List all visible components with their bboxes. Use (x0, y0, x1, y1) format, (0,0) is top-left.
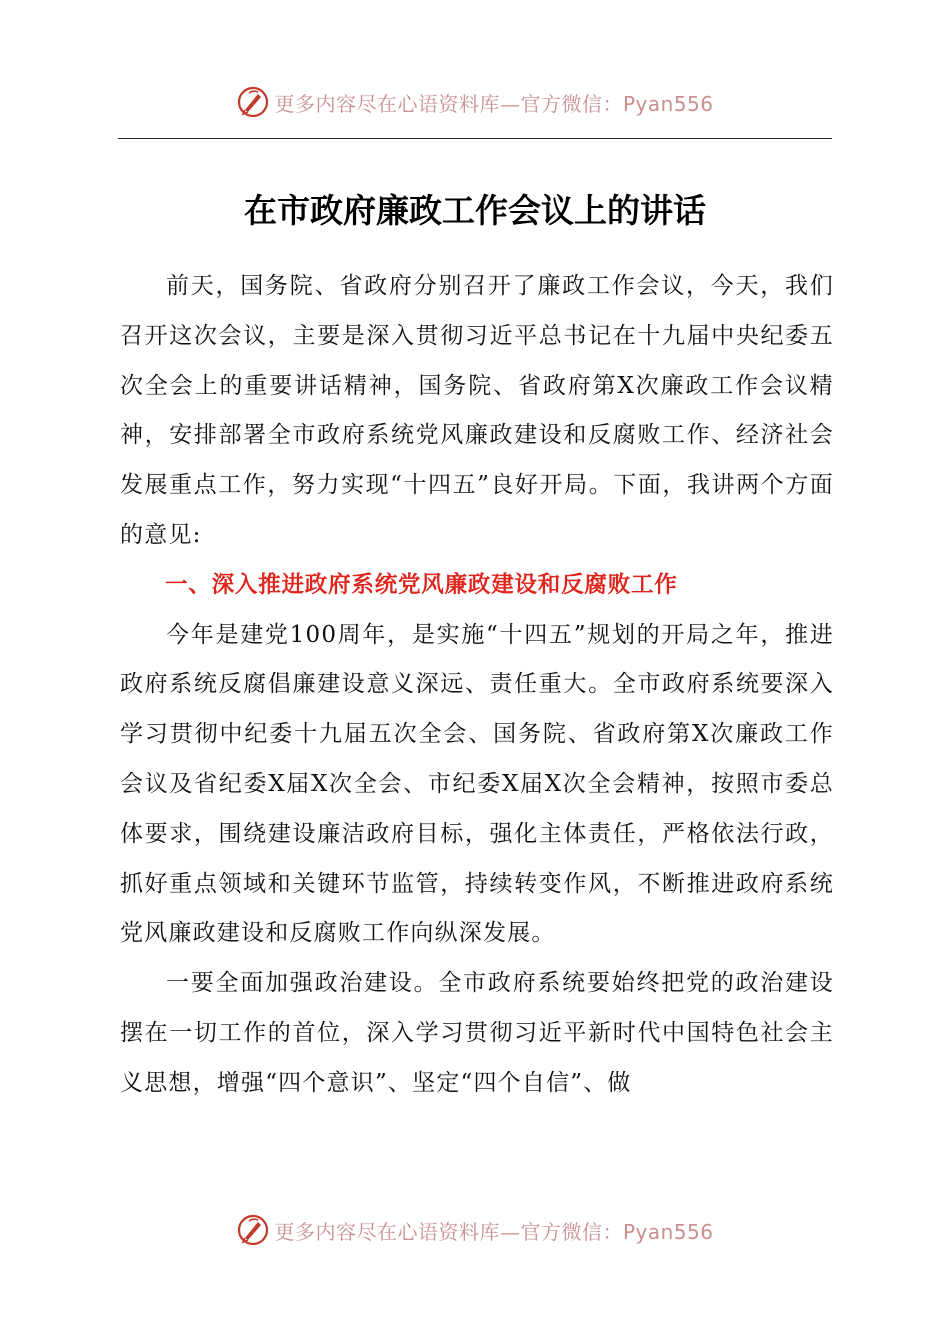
header-divider (118, 138, 832, 139)
footer-banner-text (274, 1216, 713, 1245)
header-banner-text (274, 88, 713, 117)
body-paragraph: 一要全面加强政治建设。全市政府系统要始终把党的政治建设摆在一切工作的首位，深入学习贯彻习近平新时代中国特色社会主义思想，增强“四个意识”、坚定“四个自信”、做 (120, 970, 834, 1096)
section-heading: 一、深入推进政府系统党风廉政建设和反腐败工作 (165, 571, 678, 598)
header-banner (0, 82, 950, 122)
document-title: 在市政府廉政工作会议上的讲话 (244, 191, 706, 230)
body-paragraph: 今年是建党100周年，是实施“十四五”规划的开局之年，推进政府系统反腐倡廉建设意义深远、责任重大。全市政府系统要深入学习贯彻中纪委十九届五次全会、国务院、省政府第X次廉政工作会议及省纪委X届X次全会、市纪委X届X次全会精神，按照市委总体要求，围绕建设廉洁政府目标，强化主体责任，严格依法行政，抓好重点领域和关键环节监管，持续转变作风，不断推进政府系统党风廉政建设和反腐败工作向纵深发展。 (120, 621, 834, 947)
quill-logo-icon (236, 1213, 270, 1247)
footer-banner (0, 1210, 950, 1250)
header-wechat-id: Pyan556 (622, 91, 714, 116)
quill-logo-icon (236, 85, 270, 119)
body-paragraph: 前天，国务院、省政府分别召开了廉政工作会议，今天，我们召开这次会议，主要是深入贯彻习近平总书记在十九届中央纪委五次全会上的重要讲话精神，国务院、省政府第X次廉政工作会议精神，安排部署全市政府系统党风廉政建设和反腐败工作、经济社会发展重点工作，努力实现“十四五”良好开局。下面，我讲两个方面的意见: (120, 273, 834, 548)
footer-wechat-id: Pyan556 (622, 1219, 714, 1244)
document-body (120, 262, 834, 1109)
footer-banner-label: 更多内容尽在心语资料库—官方微信： (274, 1219, 623, 1244)
header-banner-label: 更多内容尽在心语资料库—官方微信： (274, 91, 623, 116)
